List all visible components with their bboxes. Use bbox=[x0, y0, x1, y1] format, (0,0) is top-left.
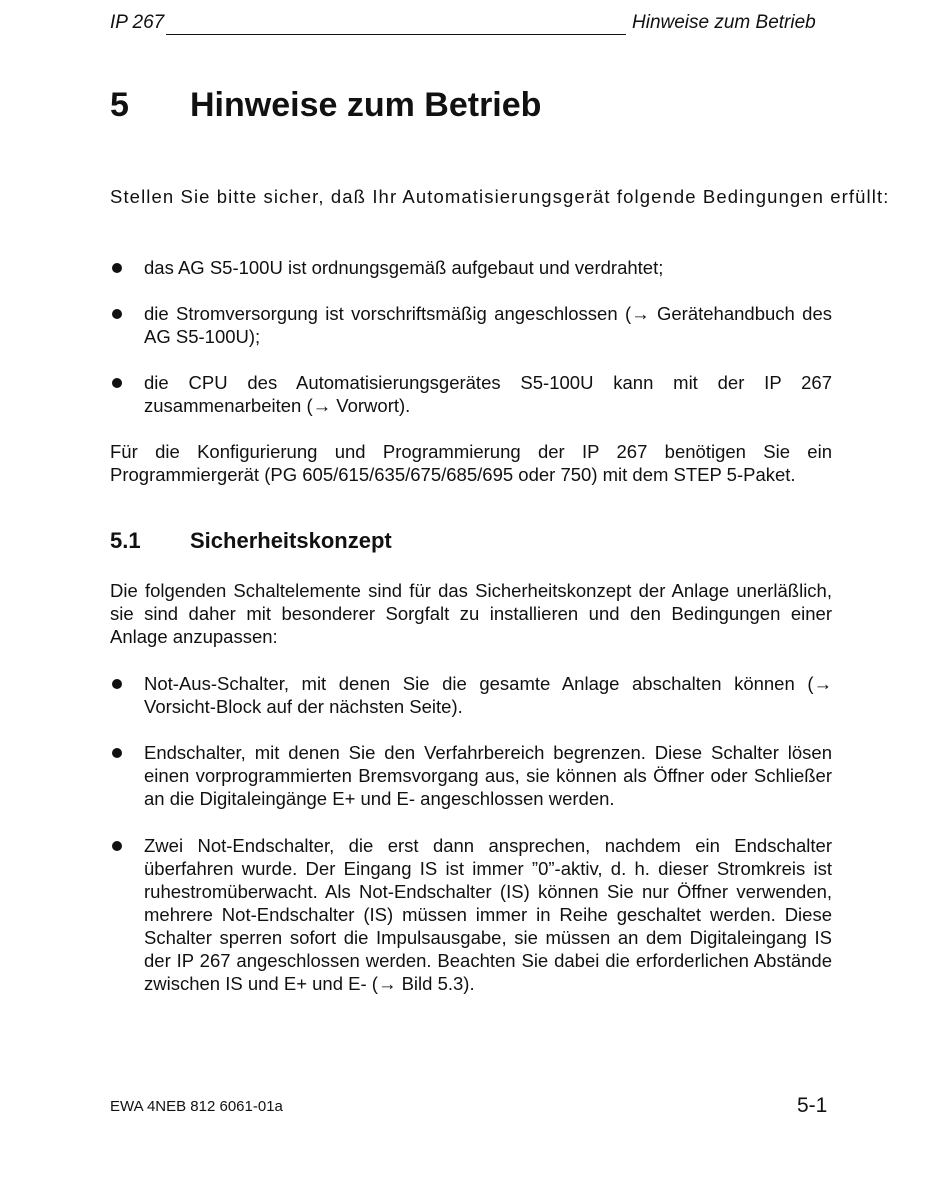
header-right: Hinweise zum Betrieb bbox=[632, 12, 816, 33]
safety-item bbox=[110, 672, 832, 718]
bullet-icon bbox=[110, 256, 144, 279]
bullet-icon bbox=[110, 371, 144, 417]
condition-item bbox=[110, 256, 832, 279]
condition-text: das AG S5-100U ist ordnungsgemäß aufgebaut und verdrahtet; bbox=[144, 257, 664, 278]
section-title: Sicherheitskonzept bbox=[190, 528, 392, 553]
safety-item bbox=[110, 741, 832, 810]
footer-doc-id: EWA 4NEB 812 6061-01a bbox=[110, 1098, 283, 1115]
condition-item bbox=[110, 371, 832, 417]
condition-item bbox=[110, 302, 832, 348]
condition-text: die Stromversorgung ist vorschriftsmäßig angeschlossen (→ Gerätehandbuch des AG S5-100U); bbox=[144, 303, 832, 347]
chapter-title: Hinweise zum Betrieb bbox=[190, 86, 542, 124]
bullet-icon bbox=[110, 302, 144, 348]
safety-text: Zwei Not-Endschalter, die erst dann ansprechen, nachdem ein Endschalter überfahren wurde. Der Eingang IS ist immer ”0”-aktiv, d. h. dieser Stromkreis ist ruhestromüberwacht. Als Not-Endschalter (IS) können Sie nur Öffner verwenden, mehrere Not-Endschalter (IS) müssen immer in Reihe geschaltet werden. Diese Schalter sperren sofort die Impulsausgabe, sie müssen an dem Digitaleingang IS der IP 267 angeschlossen werden. Beachten Sie dabei die erforderlichen Abstände zwischen IS und E+ und E- (→ Bild 5.3). bbox=[144, 835, 832, 994]
page-number: 5-1 bbox=[797, 1094, 828, 1117]
header-left: IP 267 bbox=[110, 12, 165, 33]
chapter-heading bbox=[110, 86, 541, 125]
bullet-icon bbox=[110, 834, 144, 995]
intro-paragraph: Stellen Sie bitte sicher, daß Ihr Automatisierungsgerät folgende Bedingungen erfüllt: bbox=[110, 186, 890, 207]
header-rule bbox=[166, 34, 626, 35]
safety-text: Endschalter, mit denen Sie den Verfahrbereich begrenzen. Diese Schalter lösen einen vorprogrammierten Bremsvorgang aus, sie können als Öffner oder Schließer an die Digitaleingänge E+ und E- angeschlossen werden. bbox=[144, 742, 832, 809]
bullet-icon bbox=[110, 741, 144, 810]
config-paragraph: Für die Konfigurierung und Programmierung der IP 267 benötigen Sie ein Programmiergerät (PG 605/615/635/675/685/695 oder 750) mit dem STEP 5-Paket. bbox=[110, 441, 832, 485]
bullet-icon bbox=[110, 672, 144, 718]
safety-item bbox=[110, 834, 832, 995]
condition-text: die CPU des Automatisierungsgerätes S5-100U kann mit der IP 267 zusammenarbeiten (→ Vorwort). bbox=[144, 372, 832, 416]
chapter-number: 5 bbox=[110, 86, 129, 124]
section-number: 5.1 bbox=[110, 528, 141, 553]
section-intro: Die folgenden Schaltelemente sind für das Sicherheitskonzept der Anlage unerläßlich, sie sind daher mit besonderer Sorgfalt zu installieren und den Bedingungen einer Anlage anzupassen: bbox=[110, 580, 832, 647]
section-heading bbox=[110, 528, 392, 554]
safety-text: Not-Aus-Schalter, mit denen Sie die gesamte Anlage abschalten können (→ Vorsicht-Block auf der nächsten Seite). bbox=[144, 673, 832, 717]
